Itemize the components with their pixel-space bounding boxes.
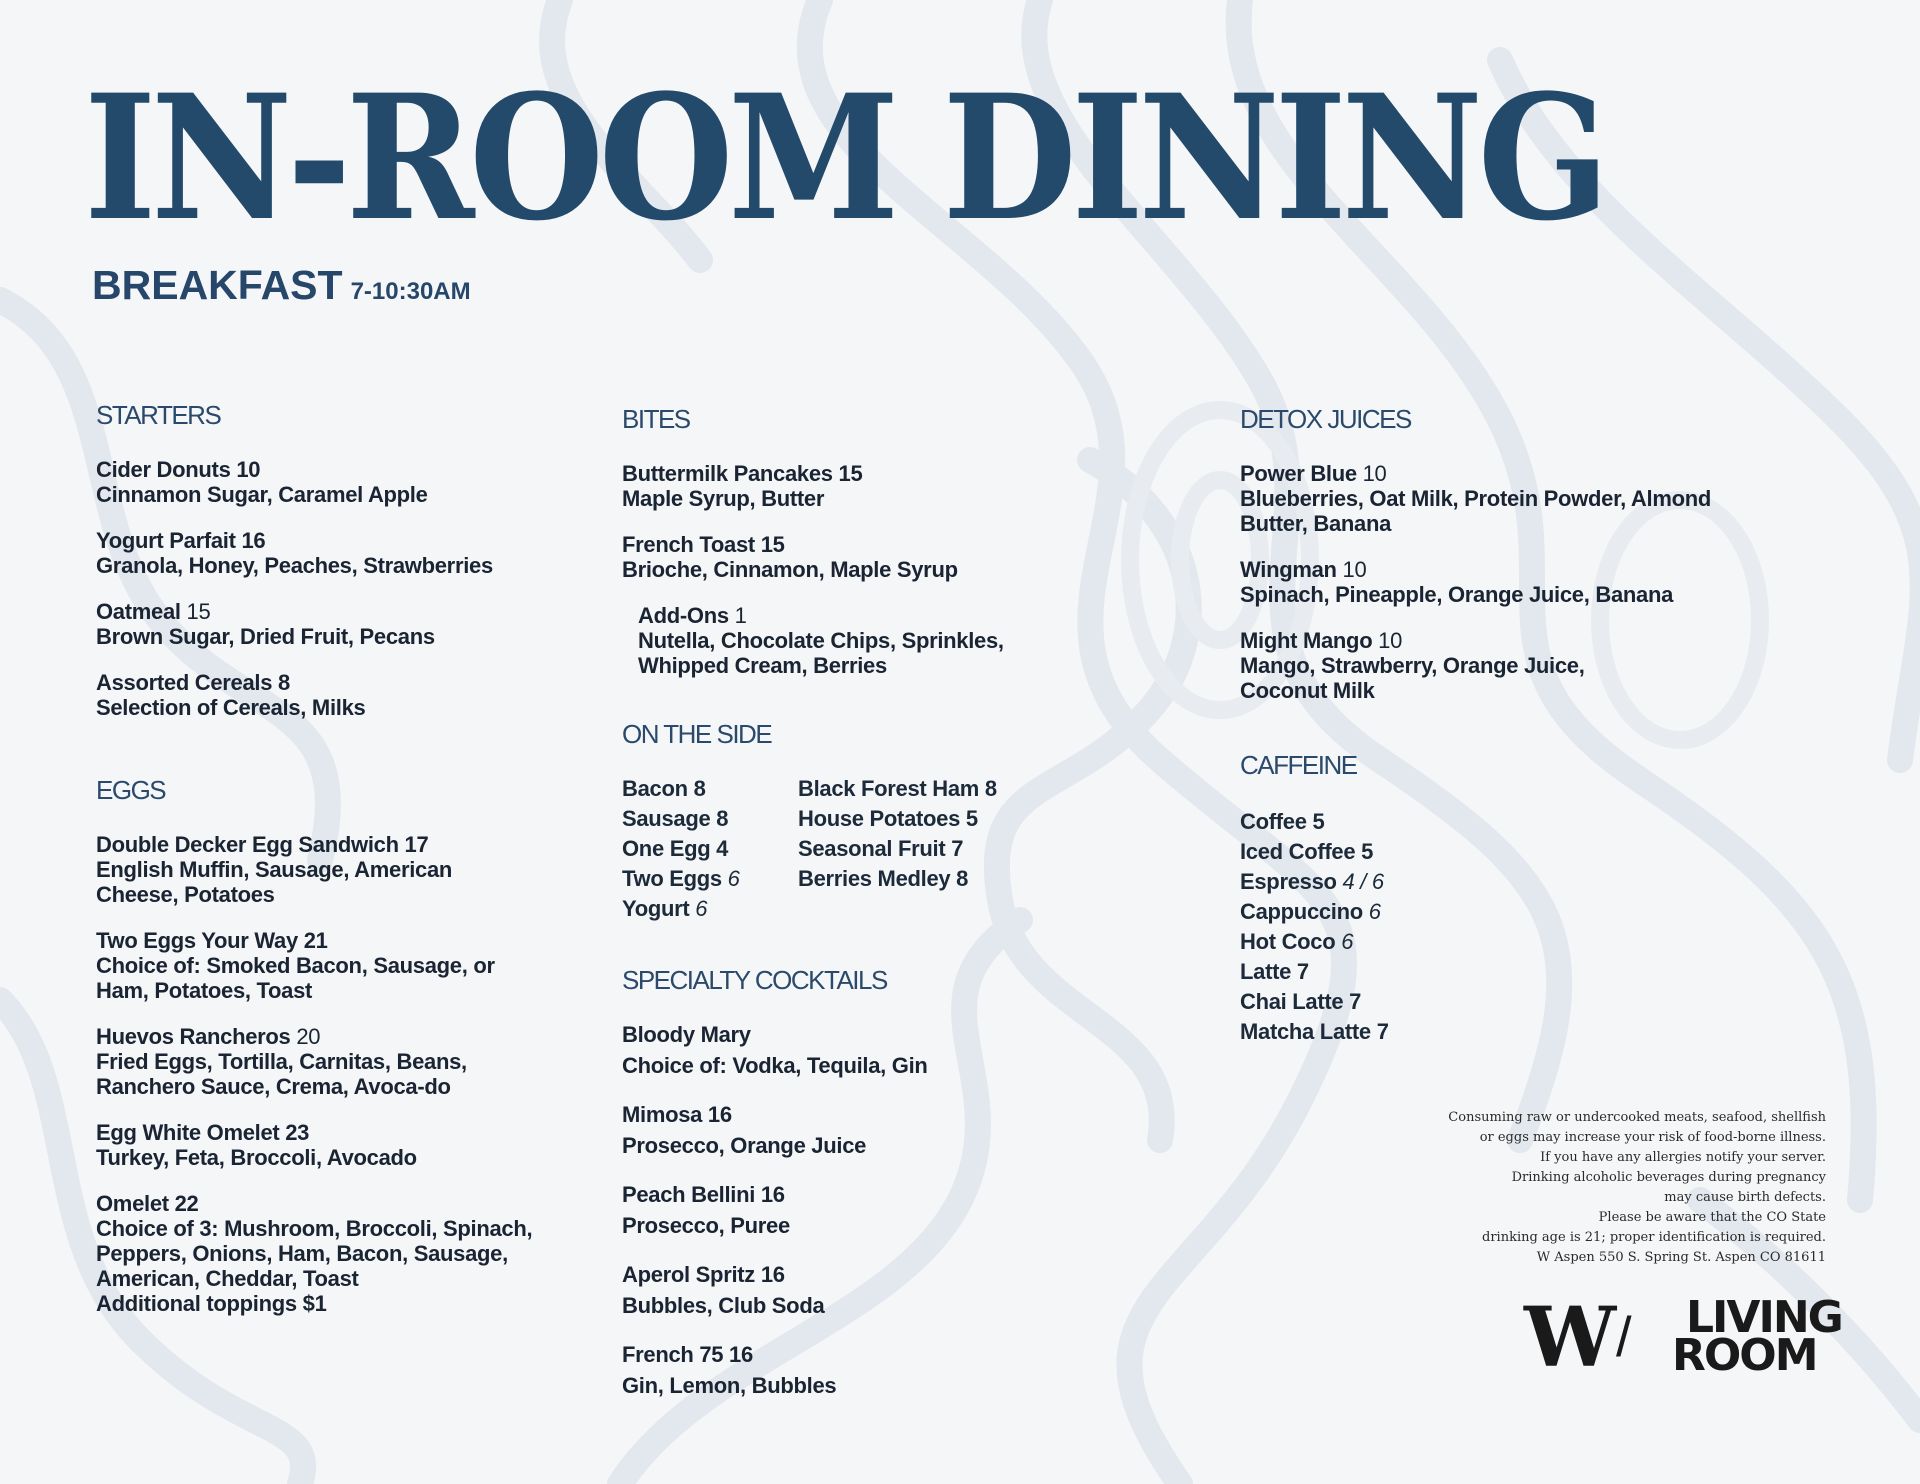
w-living-room-logo: [1524, 1290, 1842, 1386]
menu-item: [622, 1342, 1092, 1398]
caffeine-item: Matcha Latte 7: [1240, 1019, 1389, 1044]
sides-grid: [622, 776, 1092, 921]
item-description: Blueberries, Oat Milk, Protein Powder, Almond Butter, Banana: [1240, 486, 1712, 536]
section-title-starters: STARTERS: [96, 400, 221, 430]
item-description: Choice of: Smoked Bacon, Sausage, or Ham, Potatoes, Toast: [96, 953, 495, 1003]
side-item: Bacon 8: [622, 776, 706, 801]
item-description: Prosecco, Puree: [622, 1213, 790, 1238]
item-price: 10: [1362, 461, 1387, 486]
side-item: Two Eggs 6: [622, 866, 740, 891]
item-name: Oatmeal: [96, 599, 181, 624]
detox-list: [1240, 461, 1710, 703]
menu-item: [622, 1102, 1092, 1158]
item-name: Buttermilk Pancakes: [622, 461, 833, 486]
caffeine-item: Chai Latte 7: [1240, 989, 1362, 1014]
menu-item: [622, 1022, 1092, 1078]
item-price: 10: [1342, 557, 1367, 582]
item-description: Cinnamon Sugar, Caramel Apple: [96, 482, 428, 507]
cocktails-list: [622, 1022, 1092, 1398]
menu-item: [96, 1024, 566, 1099]
section-title-bites: BITES: [622, 404, 690, 434]
item-price: 1: [734, 603, 747, 628]
item-price: 20: [296, 1024, 321, 1049]
item-description: Bubbles, Club Soda: [622, 1293, 825, 1318]
caffeine-list: [1240, 807, 1710, 1047]
food-safety-disclaimer: Consuming raw or undercooked meats, seafood, shellfish or eggs may increase your risk of food-borne illness. If you have any allergies notify your server. Drinking alcoholic beverages during pregnancy may cause birth defects. Please be aware that the CO State drinking age is 21; proper identification is required. W Aspen 550 S. Spring St. Aspen CO 81611: [1448, 1110, 1826, 1265]
item-name: Assorted Cereals: [96, 670, 273, 695]
item-name: Huevos Rancheros: [96, 1024, 291, 1049]
item-description: Brioche, Cinnamon, Maple Syrup: [622, 557, 958, 582]
side-item: Black Forest Ham 8: [798, 776, 997, 801]
item-name: Yogurt Parfait: [96, 528, 236, 553]
page-title: IN-ROOM DINING: [84, 56, 1605, 259]
menu-item: [96, 528, 566, 578]
item-price: 22: [174, 1191, 199, 1216]
menu-item: [1240, 557, 1710, 607]
caffeine-item: Iced Coffee 5: [1240, 839, 1374, 864]
side-item: House Potatoes 5: [798, 806, 978, 831]
section-title-cocktails: SPECIALTY COCKTAILS: [622, 965, 887, 995]
item-description: Maple Syrup, Butter: [622, 486, 825, 511]
menu-item: [96, 599, 566, 649]
item-price: 8: [278, 670, 290, 695]
menu-item: [96, 457, 566, 507]
item-name: Egg White Omelet: [96, 1120, 280, 1145]
menu-item: [1240, 628, 1710, 703]
menu-item-addons: [622, 603, 1092, 678]
section-title-on-the-side: ON THE SIDE: [622, 719, 772, 749]
item-price: 15: [186, 599, 211, 624]
item-description: Gin, Lemon, Bubbles: [622, 1373, 837, 1398]
item-price: 15: [838, 461, 863, 486]
item-name: Add-Ons: [638, 603, 729, 628]
starters-list: [96, 457, 566, 720]
side-item: Berries Medley 8: [798, 866, 969, 891]
menu-item: [1240, 461, 1710, 536]
column-middle: [622, 404, 1092, 1422]
menu-item: [96, 670, 566, 720]
item-price: 10: [236, 457, 261, 482]
item-price: 16: [760, 1182, 785, 1207]
section-title-detox-juices: DETOX JUICES: [1240, 404, 1411, 434]
item-description: Mango, Strawberry, Orange Juice, Coconut Milk: [1240, 653, 1585, 703]
menu-item: [96, 928, 566, 1003]
side-item: One Egg 4: [622, 836, 729, 861]
column-right: [1240, 404, 1710, 1047]
side-item: Seasonal Fruit 7: [798, 836, 964, 861]
caffeine-item: Coffee 5: [1240, 809, 1325, 834]
menu-item: [96, 1120, 566, 1170]
item-price: 16: [729, 1342, 753, 1367]
logo-w: W: [1524, 1290, 1613, 1386]
meal-name: BREAKFAST: [92, 262, 343, 308]
item-description: Fried Eggs, Tortilla, Carnitas, Beans, Ranchero Sauce, Crema, Avoca-do: [96, 1049, 467, 1099]
item-description: Prosecco, Orange Juice: [622, 1133, 867, 1158]
item-price: 16: [241, 528, 266, 553]
item-name: Two Eggs Your Way: [96, 928, 298, 953]
menu-item: [622, 1182, 1092, 1238]
menu-item: [96, 1191, 566, 1316]
menu-item: [622, 532, 1092, 582]
logo-line-2: ROOM: [1672, 1330, 1817, 1381]
item-name: Wingman: [1240, 557, 1337, 582]
caffeine-item: Hot Coco 6: [1240, 929, 1354, 954]
item-description: English Muffin, Sausage, American Cheese, Potatoes: [96, 857, 453, 907]
caffeine-item: Latte 7: [1240, 959, 1309, 984]
logo-slash: /: [1616, 1305, 1632, 1368]
logo-line-1: LIVING: [1686, 1292, 1842, 1343]
caffeine-item: Cappuccino 6: [1240, 899, 1381, 924]
item-name: Cider Donuts: [96, 457, 231, 482]
menu-item: [96, 832, 566, 907]
item-description: Turkey, Feta, Broccoli, Avocado: [96, 1145, 417, 1170]
item-description: Selection of Cereals, Milks: [96, 695, 366, 720]
item-description: Choice of 3: Mushroom, Broccoli, Spinach, Peppers, Onions, Ham, Bacon, Sausage, American, Cheddar, Toast: [96, 1216, 533, 1291]
item-price: 23: [285, 1120, 310, 1145]
item-name: Mimosa: [622, 1102, 703, 1127]
section-title-eggs: EGGS: [96, 775, 166, 805]
item-description: Brown Sugar, Dried Fruit, Pecans: [96, 624, 435, 649]
item-name: French 75: [622, 1342, 724, 1367]
item-price: 21: [303, 928, 328, 953]
item-description: Choice of: Vodka, Tequila, Gin: [622, 1053, 928, 1078]
item-name: French Toast: [622, 532, 755, 557]
item-price: 10: [1378, 628, 1403, 653]
item-name: Aperol Spritz: [622, 1262, 755, 1287]
item-description: Nutella, Chocolate Chips, Sprinkles, Whipped Cream, Berries: [638, 628, 1004, 678]
section-title-caffeine: CAFFEINE: [1240, 750, 1357, 780]
item-name: Omelet: [96, 1191, 169, 1216]
item-name: Might Mango: [1240, 628, 1373, 653]
side-item: Yogurt 6: [622, 896, 708, 921]
item-price: 17: [404, 832, 429, 857]
menu-item: [622, 1262, 1092, 1318]
item-price: 15: [760, 532, 785, 557]
item-name: Bloody Mary: [622, 1022, 751, 1047]
item-extra-note: Additional toppings $1: [96, 1291, 327, 1316]
item-name: Power Blue: [1240, 461, 1357, 486]
eggs-list: [96, 832, 566, 1316]
item-price: 16: [760, 1262, 785, 1287]
item-name: Double Decker Egg Sandwich: [96, 832, 399, 857]
item-description: Granola, Honey, Peaches, Strawberries: [96, 553, 493, 578]
bites-list: [622, 461, 1092, 678]
side-item: Sausage 8: [622, 806, 729, 831]
meal-hours: 7-10:30AM: [350, 278, 471, 305]
item-description: Spinach, Pineapple, Orange Juice, Banana: [1240, 582, 1674, 607]
item-name: Peach Bellini: [622, 1182, 756, 1207]
meal-heading: [92, 262, 471, 309]
item-price: 16: [707, 1102, 732, 1127]
column-left: [96, 400, 566, 1337]
menu-item: [622, 461, 1092, 511]
caffeine-item: Espresso 4 / 6: [1240, 869, 1384, 894]
